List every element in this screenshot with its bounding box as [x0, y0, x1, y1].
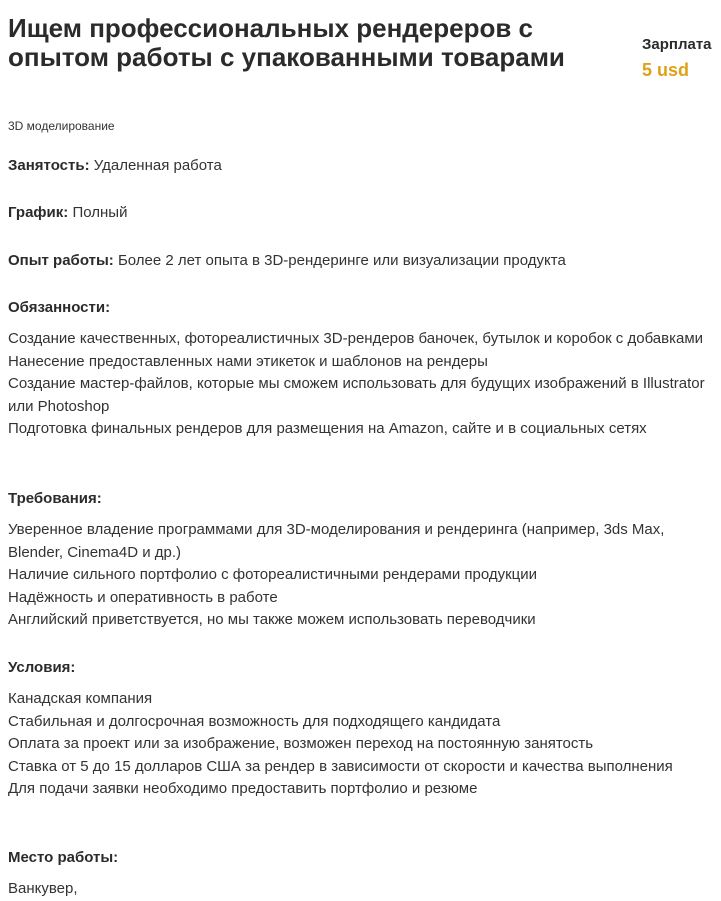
list-item: Канадская компания	[8, 690, 153, 707]
location-title: Место работы:	[8, 849, 119, 866]
list-item: Оплата за проект или за изображение, возможен переход на постоянную занятость	[8, 735, 594, 752]
experience-field	[8, 250, 566, 272]
employment-label: Занятость:	[8, 157, 90, 174]
salary-block	[642, 36, 712, 81]
employment-value: Удаленная работа	[93, 157, 222, 174]
conditions-list	[8, 688, 708, 801]
duties-list	[8, 328, 708, 441]
location-value: Ванкувер,	[8, 880, 78, 897]
location-section	[8, 847, 708, 901]
duties-section	[8, 297, 708, 441]
list-item: Стабильная и долгосрочная возможность для подходящего кандидата	[8, 712, 501, 730]
schedule-label: График:	[8, 204, 69, 221]
list-item: Наличие сильного портфолио с фотореалистичными рендерами продукции	[8, 566, 538, 583]
schedule-value: Полный	[72, 204, 128, 221]
salary-value: 5 usd	[642, 60, 690, 80]
requirements-list	[8, 519, 708, 632]
list-item: Нанесение предоставленных нами этикеток и шаблонов на рендеры	[8, 352, 488, 370]
list-item: Подготовка финальных рендеров для размещения на Amazon, сайте и в социальных сетях	[8, 420, 647, 437]
experience-value: Более 2 лет опыта в 3D-рендеринге или визуализации продукта	[117, 252, 566, 269]
list-item: Английский приветствуется, но мы также можем использовать переводчики	[8, 611, 536, 628]
location-list	[8, 878, 708, 901]
list-item: Для подачи заявки необходимо предоставить портфолио и резюме	[8, 780, 478, 797]
category-tag: 3D моделирование	[8, 119, 115, 133]
list-item: Ставка от 5 до 15 долларов США за рендер в зависимости от скорости и качества выполнения	[8, 757, 673, 775]
requirements-title: Требования:	[8, 490, 102, 507]
duties-title: Обязанности:	[8, 299, 111, 316]
list-item: Уверенное владение программами для 3D-моделирования и рендеринга (например, 3ds Max, Blender, Cinema4D и др.)	[8, 521, 665, 561]
experience-label: Опыт работы:	[8, 252, 114, 269]
conditions-section	[8, 657, 708, 801]
requirements-section	[8, 488, 708, 632]
list-item: Создание качественных, фотореалистичных 3D-рендеров баночек, бутылок и коробок с добавками	[8, 330, 704, 347]
list-item: Создание мастер-файлов, которые мы сможем использовать для будущих изображений в Illustrator или Photoshop	[8, 375, 705, 415]
schedule-field	[8, 202, 127, 224]
salary-label: Зарплата	[642, 36, 712, 53]
employment-field	[8, 155, 222, 177]
conditions-title: Условия:	[8, 659, 76, 676]
list-item: Надёжность и оперативность в работе	[8, 588, 278, 606]
job-title: Ищем профессиональных рендереров с опытом работы с упакованными товарами	[8, 13, 565, 72]
